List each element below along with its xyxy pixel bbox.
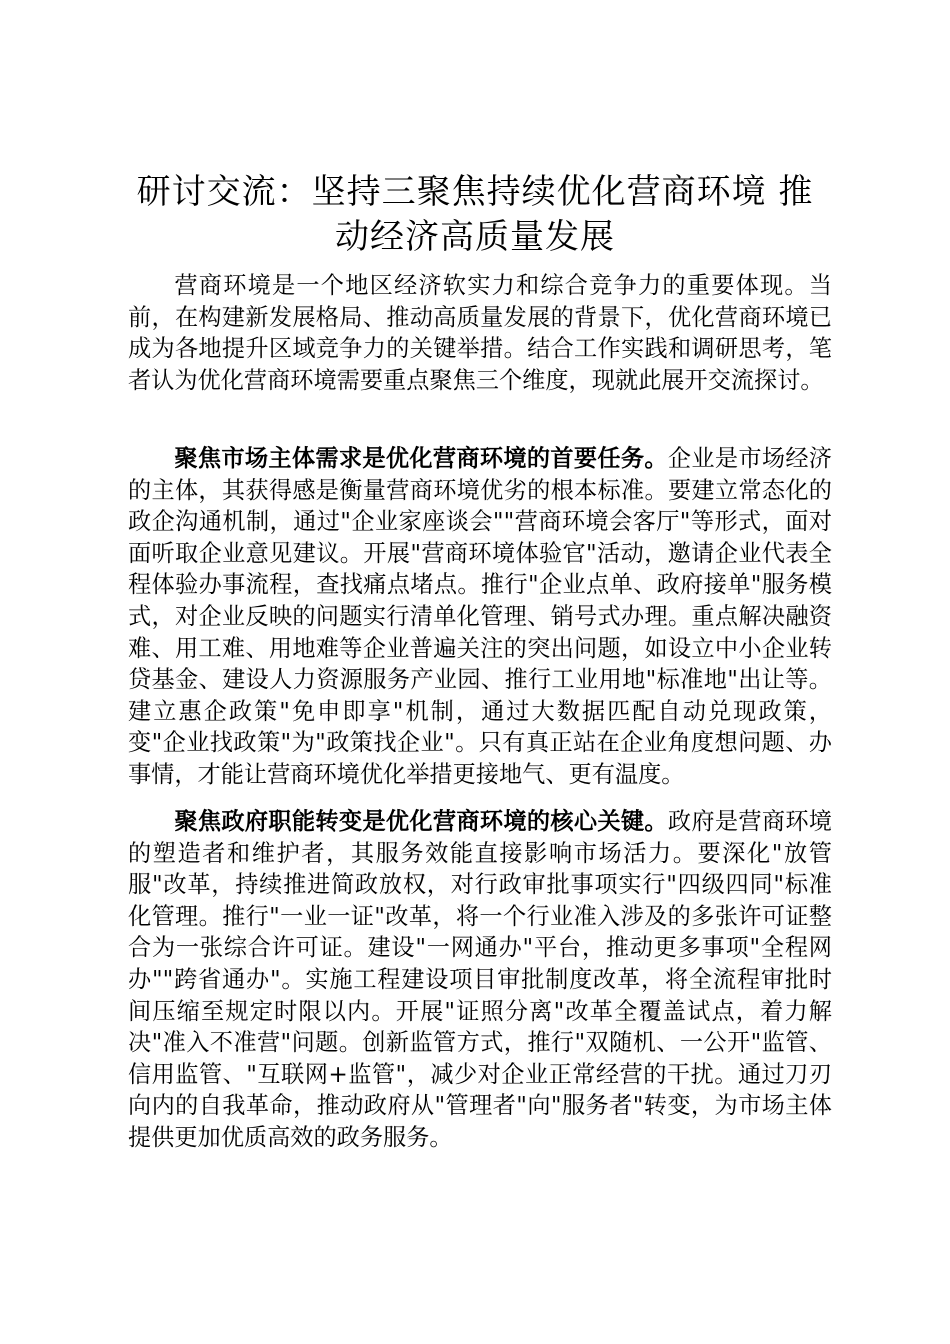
paragraph-lead: 聚焦市场主体需求是优化营商环境的首要任务。: [174, 445, 668, 472]
paragraph-lead: 聚焦政府职能转变是优化营商环境的核心关键。: [174, 808, 668, 835]
market-entity-paragraph: [128, 443, 832, 791]
intro-paragraph: [128, 270, 832, 396]
paragraph-text: 企业是市场经济的主体，其获得感是衡量营商环境优劣的根本标准。要建立常态化的政企沟通机制，通过"企业家座谈会""营商环境会客厅"等形式，面对面听取企业意见建议。开展"营商环境体验官"活动，邀请企业代表全程体验办事流程，查找痛点堵点。推行"企业点单、政府接单"服务模式，对企业反映的问题实行清单化管理、销号式办理。重点解决融资难、用工难、用地难等企业普遍关注的突出问题，如设立中小企业转贷基金、建设人力资源服务产业园、推行工业用地"标准地"出让等。建立惠企政策"免申即享"机制，通过大数据匹配自动兑现政策，变"企业找政策"为"政策找企业"。只有真正站在企业角度想问题、办事情，才能让营商环境优化举措更接地气、更有温度。: [128, 445, 832, 788]
paragraph-text: 营商环境是一个地区经济软实力和综合竞争力的重要体现。当前，在构建新发展格局、推动高质量发展的背景下，优化营商环境已成为各地提升区域竞争力的关键举措。结合工作实践和调研思考，笔者认为优化营商环境需要重点聚焦三个维度，现就此展开交流探讨。: [128, 272, 832, 394]
document-title: 研讨交流：坚持三聚焦持续优化营商环境 推动经济高质量发展: [136, 172, 814, 257]
government-function-paragraph: [128, 806, 832, 1154]
paragraph-text: 政府是营商环境的塑造者和维护者，其服务效能直接影响市场活力。要深化"放管服"改革，持续推进简政放权，对行政审批事项实行"四级四同"标准化管理。推行"一业一证"改革，将一个行业准入涉及的多张许可证整合为一张综合许可证。建设"一网通办"平台，推动更多事项"全程网办""跨省通办"。实施工程建设项目审批制度改革，将全流程审批时间压缩至规定时限以内。开展"证照分离"改革全覆盖试点，着力解决"准入不准营"问题。创新监管方式，推行"双随机、一公开"监管、信用监管、"互联网+监管"，减少对企业正常经营的干扰。通过刀刃向内的自我革命，推动政府从"管理者"向"服务者"转变，为市场主体提供更加优质高效的政务服务。: [128, 808, 832, 1151]
